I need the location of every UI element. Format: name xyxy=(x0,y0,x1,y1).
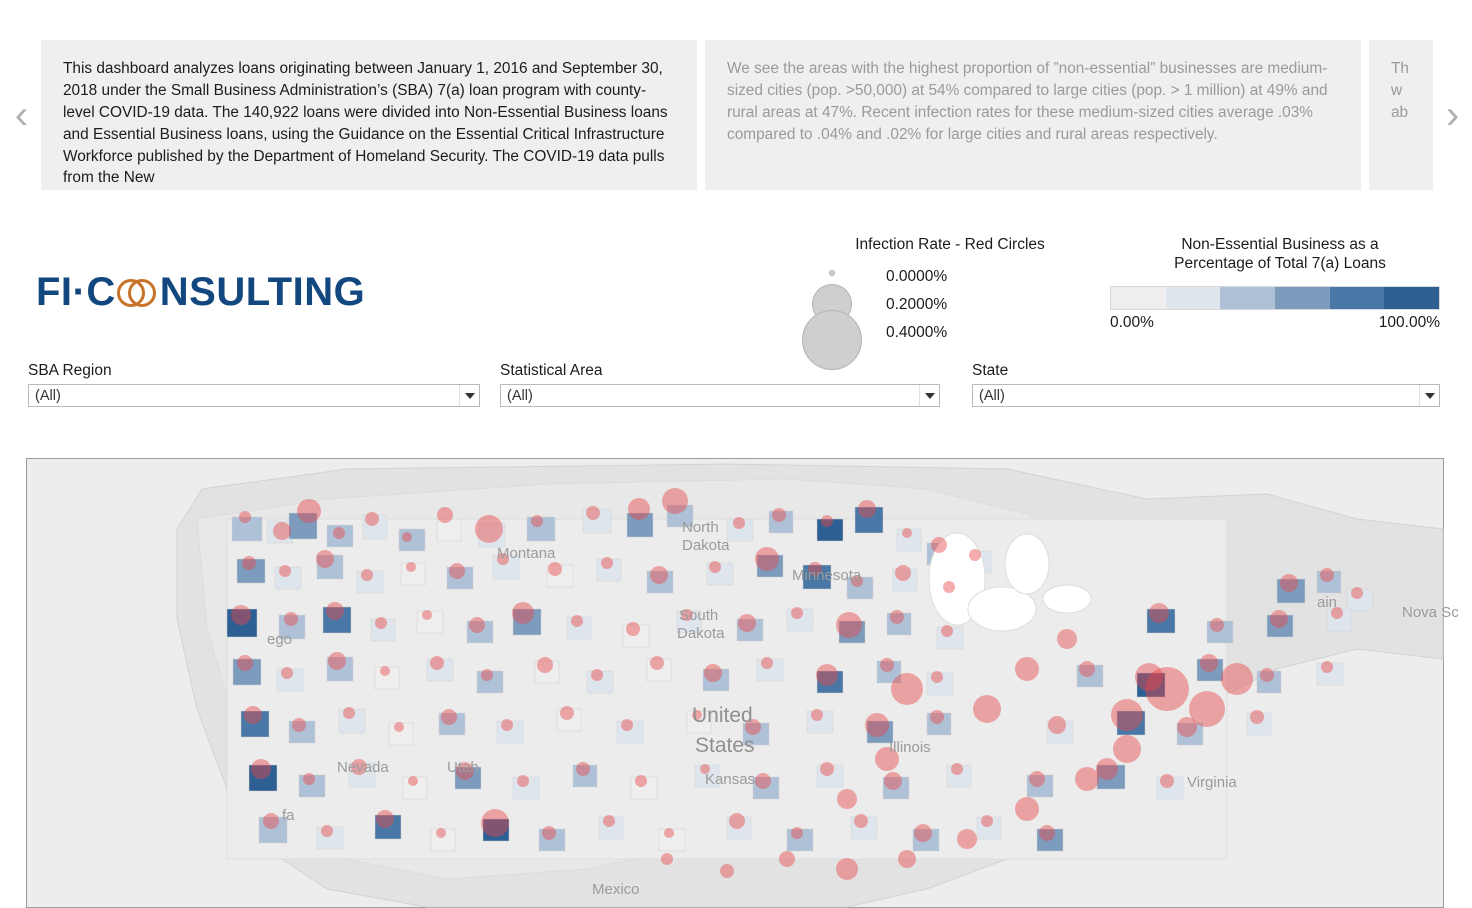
map-label-oregon-partial: ego xyxy=(267,631,293,648)
map-label-illinois: Illinois xyxy=(889,739,931,756)
legend-nonessential-percentage xyxy=(1110,235,1450,332)
story-strip xyxy=(0,40,1472,190)
choropleth-map[interactable] xyxy=(26,458,1459,908)
filter-state-dropdown[interactable] xyxy=(972,384,1440,407)
legend-infection-value-0: 0.0000% xyxy=(886,268,948,286)
map-label-maine: ain xyxy=(1317,594,1338,611)
filter-state-value: (All) xyxy=(979,387,1005,404)
story-panel-1[interactable]: This dashboard analyzes loans originating between January 1, 2016 and September 30, 2018 under the Small Business Administration’s (SBA) 7(a) loan program with county-level COVID-19 data. The 140,922 loans were divided into Non-Essential Business loans and Essential Business loans, using the Guidance on the Essential Critical Infrastructure Workforce published by the Department of Homeland Security. The COVID-19 data pulls from the New xyxy=(41,40,697,190)
legend-pct-max: 100.00% xyxy=(1378,313,1440,331)
legend-pct-swatch-2 xyxy=(1220,287,1275,309)
map-label-south: South xyxy=(679,607,719,624)
filter-bar xyxy=(0,362,1472,424)
chevron-down-icon[interactable] xyxy=(1419,385,1439,406)
logo-suffix: NSULTING xyxy=(159,270,366,314)
legend-pct-color-ramp xyxy=(1110,286,1440,310)
legend-infection-rate xyxy=(800,235,1100,356)
map-label-montana: Montana xyxy=(497,545,556,562)
legend-infection-body xyxy=(800,266,1100,356)
legend-pct-scale xyxy=(1110,314,1440,332)
filter-sba-region xyxy=(28,362,480,407)
legend-infection-labels xyxy=(886,266,947,350)
legend-pct-title-line2: Percentage of Total 7(a) Loans xyxy=(1174,255,1386,273)
map-label-states: States xyxy=(695,734,755,757)
story-panel-2[interactable]: We see the areas with the highest proportion of ”non-essential” businesses are medium-sized cities (pop. >50,000) at 54% compared to large cities (pop. > 1 million) at 49% and rural areas at 47%. Recent infection rates for these medium-sized cities average .03% compared to .04% and .02% for large cities and rural areas respectively. xyxy=(705,40,1361,190)
map-label-nova-scotia: Nova Sc xyxy=(1402,604,1459,621)
map-label-minnesota: Minnesota xyxy=(792,567,862,584)
filter-state xyxy=(972,362,1440,407)
map-label-dakota-s: Dakota xyxy=(677,625,725,642)
map-county-choropleth xyxy=(227,505,1373,859)
story-panel-3[interactable]: Th w ab xyxy=(1369,40,1433,190)
legend-infection-title: Infection Rate - Red Circles xyxy=(855,236,1045,253)
legend-infection-value-2: 0.4000% xyxy=(886,324,948,342)
legend-pct-swatch-4 xyxy=(1330,287,1385,309)
legend-pct-min: 0.00% xyxy=(1110,313,1154,331)
header-row xyxy=(0,215,1472,350)
chevron-down-icon[interactable] xyxy=(919,385,939,406)
map-graphics xyxy=(27,459,1443,907)
map-label-nevada: Nevada xyxy=(337,759,389,776)
map-label-utah: Utah xyxy=(447,759,479,776)
logo-rings-icon xyxy=(117,272,159,314)
map-label-virginia: Virginia xyxy=(1187,774,1237,791)
legend-pct-title-line1: Non-Essential Business as a xyxy=(1181,236,1379,253)
map-label-california-partial: fa xyxy=(282,807,295,824)
legend-pct-swatch-1 xyxy=(1166,287,1221,309)
filter-statistical-area xyxy=(500,362,940,407)
map-label-mexico: Mexico xyxy=(592,881,640,898)
legend-bubble-small-icon xyxy=(829,270,835,276)
story-prev-arrow[interactable]: ‹ xyxy=(14,93,29,137)
filter-statistical-area-label: Statistical Area xyxy=(500,362,603,379)
filter-sba-region-label: SBA Region xyxy=(28,362,112,379)
chevron-down-icon[interactable] xyxy=(459,385,479,406)
filter-sba-region-dropdown[interactable] xyxy=(28,384,480,407)
story-panels xyxy=(41,40,1433,190)
legend-pct-swatch-5 xyxy=(1384,287,1439,309)
legend-pct-title xyxy=(1110,235,1450,274)
map-label-dakota-n: Dakota xyxy=(682,537,730,554)
map-label-united: United xyxy=(692,704,753,727)
filter-sba-region-value: (All) xyxy=(35,387,61,404)
map-canvas[interactable] xyxy=(27,459,1459,907)
filter-statistical-area-value: (All) xyxy=(507,387,533,404)
filter-state-label: State xyxy=(972,362,1009,379)
legend-infection-value-1: 0.2000% xyxy=(886,296,948,314)
map-label-north: North xyxy=(682,519,719,536)
filter-statistical-area-dropdown[interactable] xyxy=(500,384,940,407)
fi-consulting-logo xyxy=(36,270,365,315)
legend-pct-swatch-0 xyxy=(1111,287,1166,309)
legend-pct-swatch-3 xyxy=(1275,287,1330,309)
story-next-arrow[interactable]: › xyxy=(1445,93,1460,137)
logo-prefix: FI·C xyxy=(36,270,116,314)
map-label-kansas: Kansas xyxy=(705,771,756,788)
